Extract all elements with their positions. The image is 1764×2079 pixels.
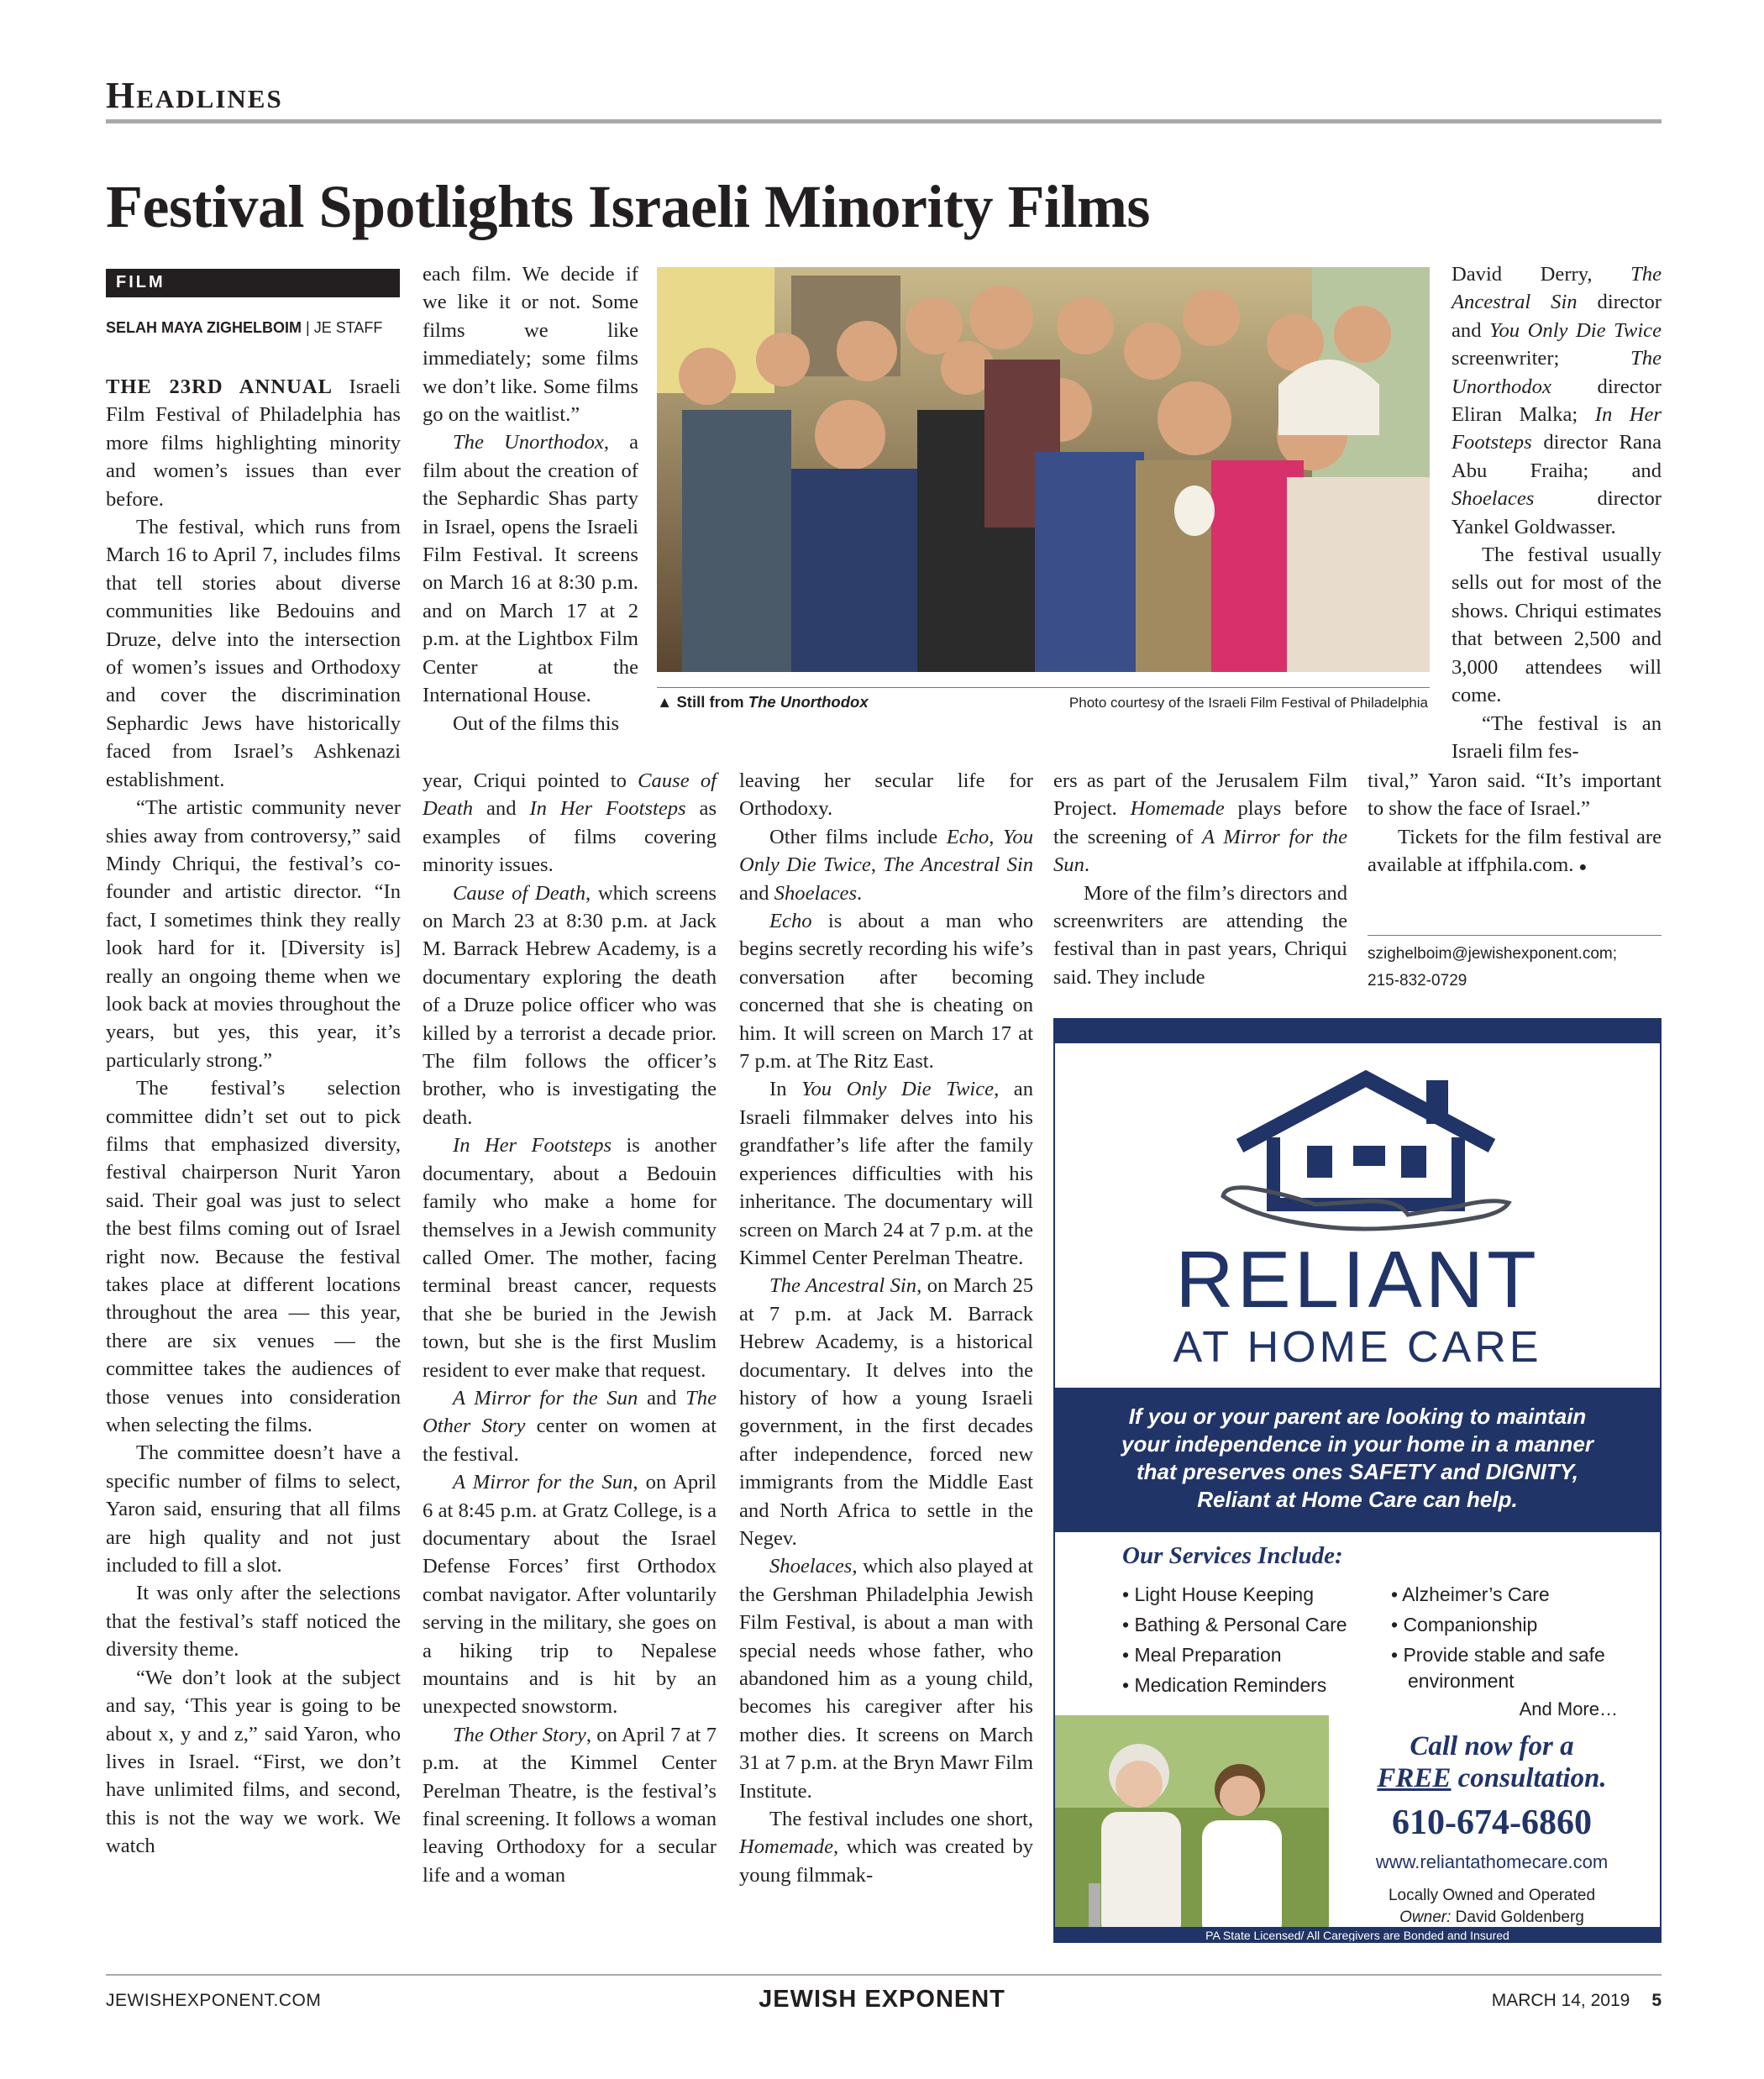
article-paragraph: ers as part of the Jerusalem Film Project. Homemade plays before the screening of A Mirror for the Sun. bbox=[1053, 769, 1347, 877]
photo-credit: Photo courtesy of the Israeli Film Festival of Philadelphia bbox=[1068, 695, 1428, 711]
article-paragraph: year, Criqui pointed to Cause of Death and In Her Footsteps as examples of films covering minority issues. bbox=[423, 769, 717, 877]
ad-phone-number[interactable]: 610-674-6860 bbox=[1392, 1803, 1592, 1842]
article-paragraph: More of the film’s directors and screenwriters are attending the festival than in past years, Chriqui said. They include bbox=[1053, 881, 1347, 989]
article-paragraph: The committee doesn’t have a specific number of films to select, Yaron said, ensuring that all films are high quality and not just included to fill a slot. bbox=[106, 1441, 401, 1578]
service-item: • Provide stable and safe bbox=[1391, 1644, 1605, 1666]
ad-call-to-action: Call now for a FREE consultation. bbox=[1377, 1731, 1607, 1793]
article-paragraph: Tickets for the film festival are available at iffphila.com. ● bbox=[1368, 825, 1662, 877]
article-paragraph: The festival’s selection committee didn’t set out to pick films that emphasized diversity, festival chairperson Nurit Yaron said. Their goal was just to select the best films coming out of Israel right now. Because the festival takes place at different locations throughout the area — this year, there are six venues — the committee takes the audiences of those venues into consideration when selecting the films. bbox=[106, 1077, 401, 1437]
article-paragraph: The festival usually sells out for most of the shows. Chriqui estimates that between 2,500 and 3,000 attendees will come. bbox=[1452, 543, 1662, 707]
contact-rule bbox=[1368, 935, 1662, 936]
article-paragraph: In Her Footsteps is another documentary, about a Bedouin family who make a home for themselves in a Jewish community called Omer. The mother, facing terminal breast cancer, requests that she be buried in the Jewish town, but she is the first Muslim resident to ever make that request. bbox=[423, 1134, 717, 1382]
article-column-2-bottom bbox=[423, 767, 717, 1889]
article-paragraph: each film. We decide if we like it or not. Some films we like immediately; some films we don’t like. Some films go on the waitlist.” bbox=[423, 263, 638, 427]
service-item: • Medication Reminders bbox=[1122, 1674, 1327, 1696]
article-paragraph: The Unorthodox, a film about the creation of the Sephardic Shas party in Israel, opens the Israeli Film Festival. It screens on March 16 at 8:30 p.m. and on March 17 at 2 p.m. at the Lightbox Film Center at the International House. bbox=[423, 431, 638, 707]
footer-rule bbox=[106, 1974, 1662, 1976]
ad-pitch: If you or your parent are looking to maintain your independence in your home in a manner that preserves ones SAFETY and DIGNITY, Reliant at Home Care can help. bbox=[1055, 1388, 1660, 1532]
author-email-link[interactable]: szighelboim@jewishexponent.com; bbox=[1368, 945, 1618, 963]
photo-caption: ▲ Still from The Unorthodox bbox=[657, 693, 869, 711]
article-column-3 bbox=[739, 767, 1033, 1889]
article-paragraph: leaving her secular life for Orthodoxy. bbox=[739, 769, 1033, 821]
article-paragraph: Other films include Echo, You Only Die Twice, The Ancestral Sin and Shoelaces. bbox=[739, 825, 1033, 905]
service-item: • Meal Preparation bbox=[1122, 1644, 1282, 1666]
ad-services-title: Our Services Include: bbox=[1122, 1542, 1343, 1569]
byline: SELAH MAYA ZIGHELBOIM | JE STAFF bbox=[106, 319, 383, 336]
article-paragraph: The Ancestral Sin, on March 25 at 7 p.m. at Jack M. Barrack Hebrew Academy, is a historical documentary. It delves into the history of how a young Israeli government, in the first decades after independence, forced new immigrants from the Middle East and North Africa to settle in the Negev. bbox=[739, 1274, 1034, 1550]
article-paragraph: “The artistic community never shies away from controversy,” said Mindy Chriqui, the festival’s co-founder and artistic director. “In fact, I sometimes think they really look hard for it. [Diversity is] really an ongoing theme when we look back at movies throughout the years, but yes, this year, it’s particularly strong.” bbox=[106, 796, 401, 1072]
end-mark: ● bbox=[1578, 860, 1588, 875]
article-paragraph: THE 23RD ANNUAL Israeli Film Festival of Philadelphia has more films highlighting minority and women’s issues than ever before. bbox=[106, 375, 401, 511]
ad-brand-subname: AT HOME CARE bbox=[1173, 1323, 1542, 1372]
article-paragraph: “The festival is an Israeli film fes- bbox=[1452, 711, 1662, 763]
ad-more-services: And More… bbox=[1519, 1698, 1618, 1719]
ad-services-right bbox=[1391, 1579, 1605, 1692]
article-paragraph: A Mirror for the Sun, on April 6 at 8:45 p.m. at Gratz College, is a documentary about the Israel Defense Forces’ first Orthodox combat navigator. After voluntarily serving in the military, she goes on a hiking trip to Nepalese mountains and is hit by an unexpected snowstorm. bbox=[423, 1471, 717, 1719]
article-headline: Festival Spotlights Israeli Minority Films bbox=[106, 173, 1150, 240]
caregiver-photo bbox=[1055, 1715, 1329, 1940]
article-column-4 bbox=[1053, 767, 1347, 991]
article-paragraph: David Derry, The Ancestral Sin director and You Only Die Twice screenwriter; The Unorthodox director Eliran Malka; In Her Footsteps director Rana Abu Fraiha; and Shoelaces director Yankel Goldwasser. bbox=[1452, 263, 1662, 538]
reliant-home-care-ad[interactable] bbox=[1053, 1018, 1662, 1943]
ad-brand-name: RELIANT bbox=[1175, 1235, 1540, 1325]
category-tag: FILM bbox=[106, 269, 400, 297]
footer-website-link[interactable]: JEWISHEXPONENT.COM bbox=[106, 1991, 322, 2010]
film-still-illustration bbox=[657, 267, 1430, 672]
caption-rule bbox=[657, 687, 1430, 688]
article-paragraph: Echo is about a man who begins secretly recording his wife’s conversation after becoming concerned that she is cheating on him. It will screen on March 17 at 7 p.m. at The Ritz East. bbox=[739, 910, 1033, 1074]
ad-services-left bbox=[1122, 1579, 1347, 1700]
footer-date-page bbox=[1492, 1991, 1662, 2011]
article-column-5-top bbox=[1452, 260, 1662, 765]
article-paragraph: In You Only Die Twice, an Israeli filmmaker delves into his grandfather’s life after the family experiences difficulties with his inheritance. The documentary will screen on March 24 at 7 p.m. at the Kimmel Center Perelman Theatre. bbox=[739, 1078, 1034, 1269]
service-item: environment bbox=[1408, 1670, 1515, 1692]
author-role: JE STAFF bbox=[313, 319, 383, 336]
film-still-photo bbox=[657, 267, 1430, 672]
ad-license-bar: PA State Licensed/ All Caregivers are Bonded and Insured bbox=[1055, 1927, 1660, 1943]
issue-date: MARCH 14, 2019 bbox=[1491, 1991, 1630, 2010]
service-item: • Alzheimer’s Care bbox=[1391, 1583, 1550, 1605]
page-number: 5 bbox=[1651, 1991, 1662, 2010]
author-contact bbox=[1368, 941, 1617, 995]
author-name: SELAH MAYA ZIGHELBOIM bbox=[106, 319, 302, 336]
service-item: • Bathing & Personal Care bbox=[1122, 1614, 1347, 1635]
article-paragraph: “We don’t look at the subject and say, ‘This year is going to be about x, y and z,” said Yaron, who lives in Israel. “First, we don’t have unlimited films, and second, this is not the way we work. We watch bbox=[106, 1666, 401, 1858]
house-in-hand-logo-icon bbox=[1206, 1062, 1525, 1255]
article-paragraph: Shoelaces, which also played at the Gershman Philadelphia Jewish Film Festival, is about a man with special needs whose father, who abandoned him as a young child, becomes his caregiver after his mother dies. It screens on March 31 at 7 p.m. at the Bryn Mawr Film Institute. bbox=[739, 1555, 1033, 1803]
article-paragraph: It was only after the selections that the festival’s staff noticed the diversity theme. bbox=[106, 1582, 401, 1662]
caregiver-illustration bbox=[1055, 1715, 1329, 1940]
article-paragraph: Out of the films this bbox=[453, 711, 620, 735]
section-label: Headlines bbox=[106, 75, 283, 116]
service-item: • Companionship bbox=[1391, 1614, 1538, 1635]
ad-top-bar bbox=[1055, 1020, 1660, 1043]
article-column-2-top bbox=[423, 260, 638, 738]
article-paragraph: A Mirror for the Sun and The Other Story center on women at the festival. bbox=[423, 1386, 717, 1466]
article-column-1 bbox=[106, 373, 401, 1861]
author-phone: 215-832-0729 bbox=[1368, 972, 1467, 990]
article-paragraph: The festival includes one short, Homemade, which was created by young filmmak- bbox=[739, 1808, 1033, 1887]
article-paragraph: Cause of Death, which screens on March 23 at 8:30 p.m. at Jack M. Barrack Hebrew Academy, is a documentary exploring the death of a Druze police officer who was killed by a terrorist a decade prior. The film follows the officer’s brother, who is investigating the death. bbox=[423, 881, 717, 1129]
ad-ownership: Locally Owned and Operated Owner: David Goldenberg bbox=[1388, 1887, 1596, 1926]
article-paragraph: The festival, which runs from March 16 to April 7, includes films that tell stories about diverse communities like Bedouins and Druze, delve into the intersection of women’s issues and Orthodoxy and cover the discrimination Sephardic Jews have historically faced from Israel’s Ashkenazi establishment. bbox=[106, 516, 401, 791]
article-column-5-bottom bbox=[1368, 767, 1662, 882]
lead-in: THE 23RD ANNUAL bbox=[106, 375, 333, 398]
ad-website-link[interactable]: www.reliantathomecare.com bbox=[1375, 1851, 1609, 1872]
section-divider bbox=[106, 119, 1662, 123]
article-paragraph: The Other Story, on April 7 at 7 p.m. at the Kimmel Center Perelman Theatre, is the festival’s final screening. It follows a woman leaving Orthodoxy for a secular life and a woman bbox=[423, 1723, 717, 1887]
footer-publication-name: JEWISH EXPONENT bbox=[759, 1986, 1005, 2013]
service-item: • Light House Keeping bbox=[1122, 1583, 1314, 1605]
article-paragraph: tival,” Yaron said. “It’s important to show the face of Israel.” bbox=[1368, 769, 1662, 821]
